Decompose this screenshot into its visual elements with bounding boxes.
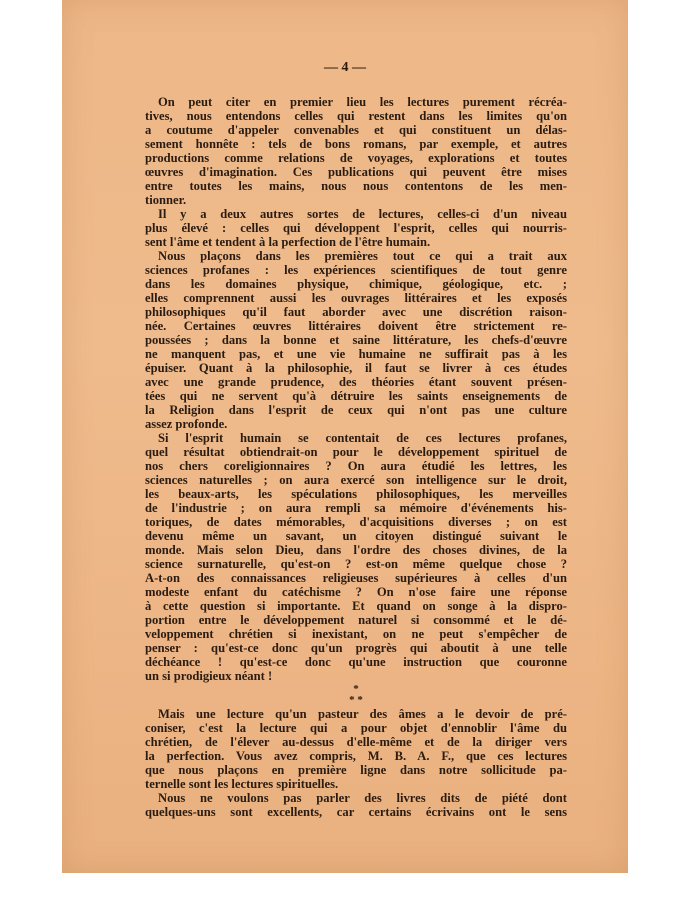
text-line: toriques, de dates mémorables, d'acquisitions diverses ; on est (145, 515, 567, 529)
paragraph (145, 207, 567, 249)
text-line: assez profonde. (145, 417, 228, 431)
separator-star-top: * (353, 683, 359, 695)
text-line: déchéance ! qu'est-ce donc qu'une instruction que couronne (145, 655, 567, 669)
text-line: chrétien, de l'élever au-dessus d'elle-même et de la diriger vers (145, 735, 567, 749)
text-line: Nous plaçons dans les premières tout ce qui a trait aux (158, 249, 567, 263)
text-line: œuvres d'imagination. Ces publications qui peuvent être mises (145, 165, 567, 179)
text-line: la perfection. Vous avez compris, M. B. A. F., que ces lectures (145, 749, 567, 763)
text-line: nos chers coreligionnaires ? On aura étudié les lettres, les (145, 459, 567, 473)
text-line: modeste enfant du catéchisme ? On n'ose faire une réponse (145, 585, 567, 599)
paragraph (145, 791, 567, 819)
text-line: philosophiques qu'il faut aborder avec une discrétion raison- (145, 305, 567, 319)
text-line: à cette question si importante. Et quand on songe à la dispro- (145, 599, 567, 613)
paragraph (145, 95, 567, 207)
document-body (145, 95, 567, 819)
text-line: ne manquent pas, et une vie humaine ne suffirait pas à les (145, 347, 567, 361)
text-line: Si l'esprit humain se contentait de ces lectures profanes, (158, 431, 567, 445)
text-line: poussées ; dans la bonne et saine littérature, les chefs-d'œuvre (145, 333, 567, 347)
text-line: née. Certaines œuvres littéraires doivent être strictement re- (145, 319, 567, 333)
text-line: épuiser. Quant à la philosophie, il faut se livrer à ces études (145, 361, 567, 375)
paragraph (145, 249, 567, 431)
paragraph (145, 707, 567, 791)
text-line: entre toutes les mains, nous nous contentons de les men- (145, 179, 567, 193)
text-line: un si prodigieux néant ! (145, 669, 273, 683)
text-line: a coutume d'appeler convenables et qui constituent un délas- (145, 123, 567, 137)
text-line: Mais une lecture qu'un pasteur des âmes a le devoir de pré- (158, 707, 567, 721)
text-line: ternelle sont les lectures spirituelles. (145, 777, 339, 791)
text-line: coniser, c'est la lecture qui a pour objet d'ennoblir l'âme du (145, 721, 567, 735)
section-separator (145, 683, 567, 707)
text-line: les beaux-arts, les spéculations philosophiques, les merveilles (145, 487, 567, 501)
text-line: tives, nous entendons celles qui restent dans les limites qu'on (145, 109, 567, 123)
text-line: tionner. (145, 193, 187, 207)
text-line: monde. Mais selon Dieu, dans l'ordre des choses divines, de la (145, 543, 567, 557)
text-line: portion entre le développement naturel si consommé et le dé- (145, 613, 567, 627)
text-line: veloppement chrétien si inexistant, on ne peut s'empêcher de (145, 627, 567, 641)
text-line: elles comprennent aussi les ouvrages littéraires et les exposés (145, 291, 567, 305)
text-line: penser : qu'est-ce donc qu'un progrès qui aboutit à une telle (145, 641, 567, 655)
text-line: Il y a deux autres sortes de lectures, celles-ci d'un niveau (158, 207, 567, 221)
text-line: quel résultat obtiendrait-on pour le développement spirituel de (145, 445, 567, 459)
page-number: — 4 — (324, 60, 366, 75)
text-line: productions comme relations de voyages, explorations et toutes (145, 151, 567, 165)
text-line: que nous plaçons en première ligne dans notre sollicitude pa- (145, 763, 567, 777)
text-line: science surnaturelle, qu'est-on ? est-on même quelque chose ? (145, 557, 567, 571)
text-line: On peut citer en premier lieu les lectures purement récréa- (158, 95, 567, 109)
text-line: A-t-on des connaissances religieuses supérieures à celles d'un (145, 571, 567, 585)
section-1 (145, 95, 567, 683)
scanned-page (62, 0, 628, 873)
text-line: sement honnête : tels de bons romans, par exemple, et autres (145, 137, 567, 151)
text-line: sciences profanes : les expériences scientifiques de tout genre (145, 263, 567, 277)
text-line: plus élevé : celles qui développent l'esprit, celles qui nourris- (145, 221, 567, 235)
paragraph (145, 431, 567, 683)
text-line: quelques-uns sont excellents, car certains écrivains ont le sens (145, 805, 567, 819)
text-line: avec une grande prudence, des théories étant souvent présen- (145, 375, 567, 389)
separator-stars-bottom: * * (349, 694, 363, 706)
text-line: la Religion dans l'esprit de ceux qui n'ont pas une culture (145, 403, 567, 417)
text-line: sent l'âme et tendent à la perfection de l'être humain. (145, 235, 431, 249)
text-line: Nous ne voulons pas parler des livres dits de piété dont (158, 791, 567, 805)
text-line: sciences naturelles ; on aura exercé son intelligence sur le droit, (145, 473, 567, 487)
text-line: de l'industrie ; on aura rempli sa mémoire d'événements his- (145, 501, 567, 515)
text-line: dans les domaines physique, chimique, géologique, etc. ; (145, 277, 567, 291)
section-2 (145, 707, 567, 819)
text-line: devenu même un savant, un citoyen distingué suivant le (145, 529, 567, 543)
text-line: tées qui ne servent qu'à détruire les saints enseignements de (145, 389, 567, 403)
